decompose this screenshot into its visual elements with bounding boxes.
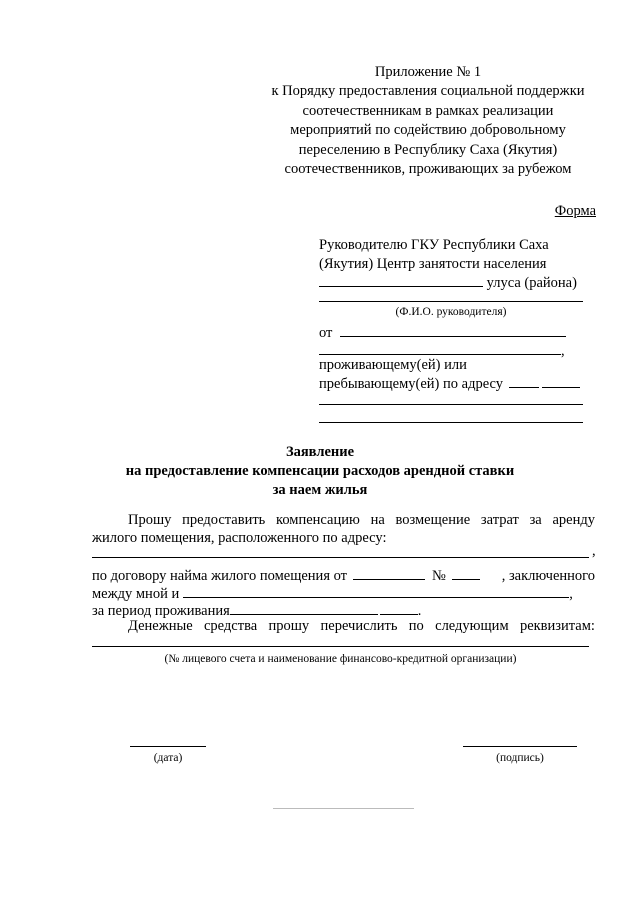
addressee-line-1: Руководителю ГКУ Республики Саха <box>319 237 549 253</box>
appendix-line: соотечественникам в рамках реализации <box>302 102 554 119</box>
head-name-field[interactable] <box>319 301 583 302</box>
district-suffix: улуса (района) <box>486 275 577 291</box>
comma: , <box>569 586 573 602</box>
appendix-number: Приложение № 1 <box>374 64 482 80</box>
staying-label: пребывающему(ей) по адресу <box>319 376 503 392</box>
period-field-2[interactable] <box>380 601 418 615</box>
applicant-name-field-2[interactable] <box>319 341 561 355</box>
document-title <box>0 443 640 500</box>
word: за <box>529 512 542 528</box>
period-end: . <box>417 603 422 619</box>
account-field[interactable] <box>92 646 589 647</box>
number-sign: № <box>432 568 446 584</box>
account-caption: (№ лицевого счета и наименование финансово-кредитной организации) <box>164 653 517 665</box>
rental-address-field[interactable] <box>92 557 589 558</box>
appendix-line: переселению в Республику Саха (Якутия) <box>298 141 558 158</box>
head-name-caption: (Ф.И.О. руководителя) <box>395 306 507 318</box>
request-line-2: жилого помещения, расположенного по адресу: <box>92 530 387 546</box>
word: возмещение <box>395 512 471 528</box>
word: Денежные <box>128 618 193 634</box>
address-field-short-1[interactable] <box>509 374 539 388</box>
appendix-line: к Порядку предоставления социальной поддержки <box>271 83 585 100</box>
address-line-2[interactable] <box>319 422 583 423</box>
signature-caption: (подпись) <box>496 752 544 764</box>
period-field-1[interactable] <box>230 601 378 615</box>
word: перечислить <box>320 618 398 634</box>
footer-divider <box>273 808 414 809</box>
title-line-1: Заявление <box>285 444 355 460</box>
staying-row <box>319 374 580 394</box>
word: затрат <box>480 512 519 528</box>
from-label: от <box>319 325 333 341</box>
word: аренду <box>552 512 595 528</box>
date-field[interactable] <box>130 746 206 747</box>
period-label: за период проживания <box>92 603 230 619</box>
from-row <box>319 323 566 343</box>
contract-row <box>92 566 595 585</box>
appendix-line: мероприятий по содействию добровольному <box>290 122 566 139</box>
word: следующим <box>435 618 509 634</box>
address-line-1[interactable] <box>319 404 583 405</box>
word: средства <box>203 618 258 634</box>
appendix-header <box>258 63 598 179</box>
word: компенсацию <box>276 512 360 528</box>
title-line-2: на предоставление компенсации расходов арендной ставки <box>125 463 515 479</box>
district-row <box>319 273 577 293</box>
between-label: между мной и <box>92 586 180 602</box>
word: на <box>370 512 385 528</box>
form-label: Форма <box>554 203 596 219</box>
word: предоставить <box>182 512 266 528</box>
title-line-3: за наем жилья <box>272 482 368 498</box>
landlord-field[interactable] <box>183 584 569 598</box>
contract-prefix: по договору найма жилого помещения от <box>92 568 348 584</box>
request-line-1 <box>128 512 595 529</box>
comma: , <box>592 543 596 559</box>
applicant-name-field[interactable] <box>340 323 566 337</box>
money-line <box>128 618 595 635</box>
word: прошу <box>268 618 310 634</box>
signature-field[interactable] <box>463 746 577 747</box>
word: по <box>408 618 424 634</box>
addressee-line-2: (Якутия) Центр занятости населения <box>319 256 547 272</box>
word: реквизитам: <box>519 618 595 634</box>
contract-number-field[interactable] <box>452 566 480 580</box>
comma: , <box>561 343 565 359</box>
contract-suffix: , заключенного <box>501 568 595 584</box>
district-field[interactable] <box>319 273 483 287</box>
date-caption: (дата) <box>153 752 183 764</box>
word: Прошу <box>128 512 172 528</box>
residing-label: проживающему(ей) или <box>319 357 467 373</box>
appendix-line: соотечественников, проживающих за рубежом <box>284 161 572 178</box>
contract-date-field[interactable] <box>353 566 425 580</box>
address-field-short-2[interactable] <box>542 374 580 388</box>
